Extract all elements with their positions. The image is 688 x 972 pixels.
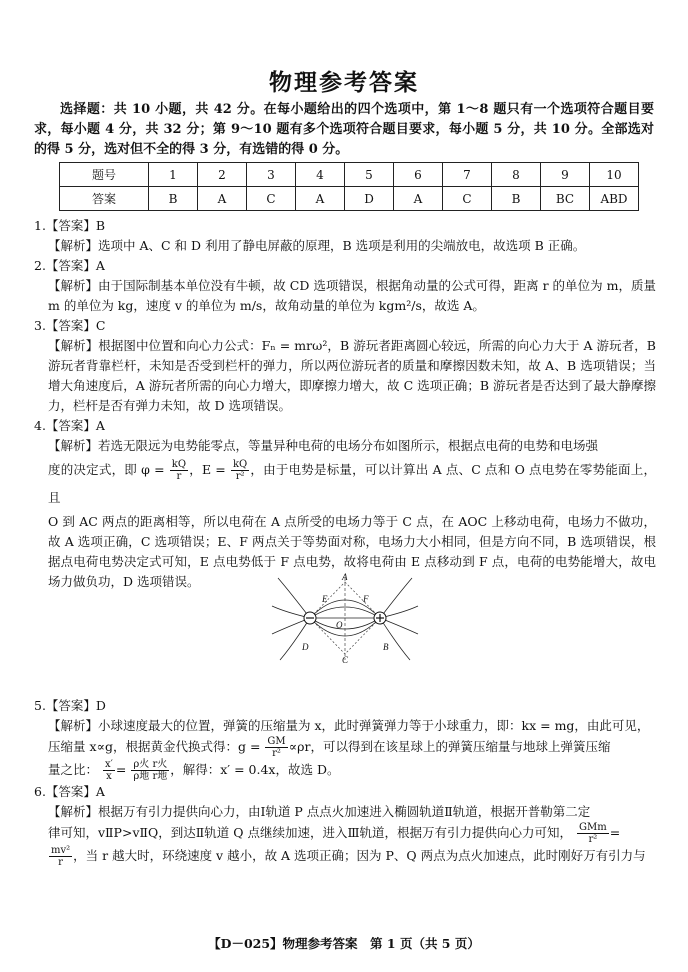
q5-text-b2: ∝ρr，可以得到在该星球上的弹簧压缩量与地球上弹簧压缩 — [288, 739, 611, 754]
electric-field-figure — [270, 572, 420, 664]
answer-table — [59, 162, 639, 211]
frac-den: r — [58, 857, 63, 868]
table-cell: ABD — [590, 187, 639, 211]
q4-text-a: 【解析】若选无限远为电势能零点，等量异种电荷的电场分布如图所示，根据点电荷的电势和电场强 — [48, 438, 599, 453]
fraction — [131, 759, 169, 782]
table-cell: 4 — [296, 163, 345, 187]
label-A: A — [342, 572, 348, 582]
q6-explanation — [34, 802, 656, 868]
q1-answer: 1.【答案】B — [34, 218, 106, 233]
table-cell: D — [345, 187, 394, 211]
frac-num: ρ火 r火 — [133, 759, 168, 770]
fraction — [49, 845, 72, 868]
frac-den: r² — [272, 748, 281, 759]
fraction — [265, 736, 287, 759]
q6-text-a: 【解析】根据万有引力提供向心力，由Ⅰ轨道 P 点点火加速进入椭圆轨道Ⅱ轨道，根据开普勒第二定 — [48, 804, 591, 819]
table-cell: A — [198, 187, 247, 211]
q5-text-c1: 量之比： — [48, 762, 99, 777]
q5-explanation — [34, 716, 656, 782]
frac-num: kQ — [171, 459, 187, 470]
table-cell: 1 — [149, 163, 198, 187]
table-cell: 7 — [443, 163, 492, 187]
q4-text-b1: 度的决定式，即 φ = — [48, 462, 165, 477]
label-C: C — [342, 655, 349, 664]
answers-body — [34, 216, 656, 868]
label-O: O — [336, 620, 343, 630]
q5-answer: 5.【答案】D — [34, 698, 106, 713]
q6-answer: 6.【答案】A — [34, 784, 105, 799]
q3-answer: 3.【答案】C — [34, 318, 106, 333]
table-row-numbers — [60, 163, 639, 187]
frac-den: r² — [235, 471, 245, 482]
fraction — [170, 459, 188, 482]
label-B: B — [383, 642, 389, 652]
table-cell: C — [247, 187, 296, 211]
table-cell: 3 — [247, 163, 296, 187]
table-cell: B — [492, 187, 541, 211]
q5-text-b1: 压缩量 x∝g，根据黄金代换式得：g = — [48, 739, 261, 754]
table-cell: 2 — [198, 163, 247, 187]
page-footer: 【D－025】物理参考答案 第 1 页（共 5 页） — [208, 936, 480, 951]
q4-text-b2: ，E = — [189, 462, 226, 477]
frac-num: GMm — [578, 822, 607, 833]
q4-text-c: O 到 AC 两点的距离相等，所以电荷在 A 点所受的电场力等于 C 点，在 AOC 上移动电荷，电场力不做功，故 A 选项正确，C 选项错误；E、F 两点关于等势面对称，电场力大小相同，但是方向不同，B 选项错误，根据点电荷电势决定式可知，E 点电势低于 F 点电势，故将电荷由 E 点移动到 F 点，电荷的电势能增大，故电场力做负功，D 选项错误。 — [48, 514, 656, 589]
frac-den: r² — [588, 834, 598, 845]
q3-explanation: 【解析】根据图中位置和向心力公式：Fₙ = mrω²，B 游玩者距离圆心较远，所需的向心力大于 A 游玩者，B 游玩者背靠栏杆，未知是否受到栏杆的弹力，所以两位游玩者的质量和摩擦因数未知，故 A、B 选项错误；当增大角速度后，A 游玩者所需的向心力增大，即摩擦力增大，故 C 选项正确；B 游玩者是否达到了最大静摩擦力，栏杆是否有弹力未知，故 D 选项错误。 — [48, 338, 656, 413]
q2-answer: 2.【答案】A — [34, 258, 105, 273]
q1-explanation: 【解析】选项中 A、C 和 D 利用了静电屏蔽的原理，B 选项是利用的尖端放电，故选项 B 正确。 — [48, 238, 586, 253]
q4-explanation — [34, 436, 656, 592]
q6-text-b2: = — [609, 825, 621, 840]
table-cell: 6 — [394, 163, 443, 187]
table-cell: 5 — [345, 163, 394, 187]
table-cell: B — [149, 187, 198, 211]
table-cell: 9 — [541, 163, 590, 187]
q5-text-a: 【解析】小球速度最大的位置，弹簧的压缩量为 x，此时弹簧弹力等于小球重力，即：kx = mg，由此可见， — [48, 718, 650, 733]
q5-text-c3: ，解得：x′ = 0.4x，故选 D。 — [170, 762, 340, 777]
fraction — [103, 759, 115, 782]
q4-text-b — [48, 459, 656, 505]
table-row-answers — [60, 187, 639, 211]
table-cell: 10 — [590, 163, 639, 187]
q4-text-b3: ，由于电势是标量，可以计算出 A 点、C 点和 O 点电势在零势能面上，且 — [48, 462, 656, 505]
frac-num: x′ — [105, 759, 113, 770]
intro-paragraph: 选择题：共 10 小题，共 42 分。在每小题给出的四个选项中，第 1～8 题只有一个选项符合题目要求，每小题 4 分，共 32 分；第 9～10 题有多个选项符合题目要求，每小题 5 分，共 10 分。全部选对的得 5 分，选对但不全的得 3 分，有选错的得 0 分。 — [34, 102, 654, 157]
q6-text-c2: ，当 r 越大时，环绕速度 v 越小，故 A 选项正确；因为 P、Q 两点为点火加速点，此时刚好万有引力与 — [73, 848, 646, 863]
fraction — [577, 822, 609, 845]
page-title: 物理参考答案 — [269, 69, 419, 96]
fraction — [231, 459, 249, 482]
frac-num: GM — [267, 736, 286, 747]
q6-text-b1: 律可知，vⅡP>vⅡQ，到达Ⅱ轨道 Q 点继续加速，进入Ⅲ轨道，根据万有引力提供向心力可知， — [48, 825, 572, 840]
frac-num: kQ — [232, 459, 248, 470]
q2-explanation: 【解析】由于国际制基本单位没有牛顿，故 CD 选项错误，根据角动量的公式可得，距离 r 的单位为 m，质量 m 的单位为 kg，速度 v 的单位为 m/s，故角动量的单位为 kgm²/s，故选 A。 — [48, 278, 656, 313]
table-cell: C — [443, 187, 492, 211]
table-cell: 8 — [492, 163, 541, 187]
label-F: F — [363, 594, 369, 604]
table-cell: A — [296, 187, 345, 211]
frac-num: mv² — [51, 845, 71, 856]
frac-den: ρ地 r地 — [133, 771, 168, 782]
frac-den: x — [106, 771, 112, 782]
table-header-cell: 题号 — [60, 163, 149, 187]
q5-text-c2: = — [115, 762, 127, 777]
table-header-cell: 答案 — [60, 187, 149, 211]
q4-answer: 4.【答案】A — [34, 418, 105, 433]
label-D: D — [302, 642, 309, 652]
frac-den: r — [176, 471, 182, 482]
table-cell: A — [394, 187, 443, 211]
label-E: E — [322, 594, 328, 604]
table-cell: BC — [541, 187, 590, 211]
